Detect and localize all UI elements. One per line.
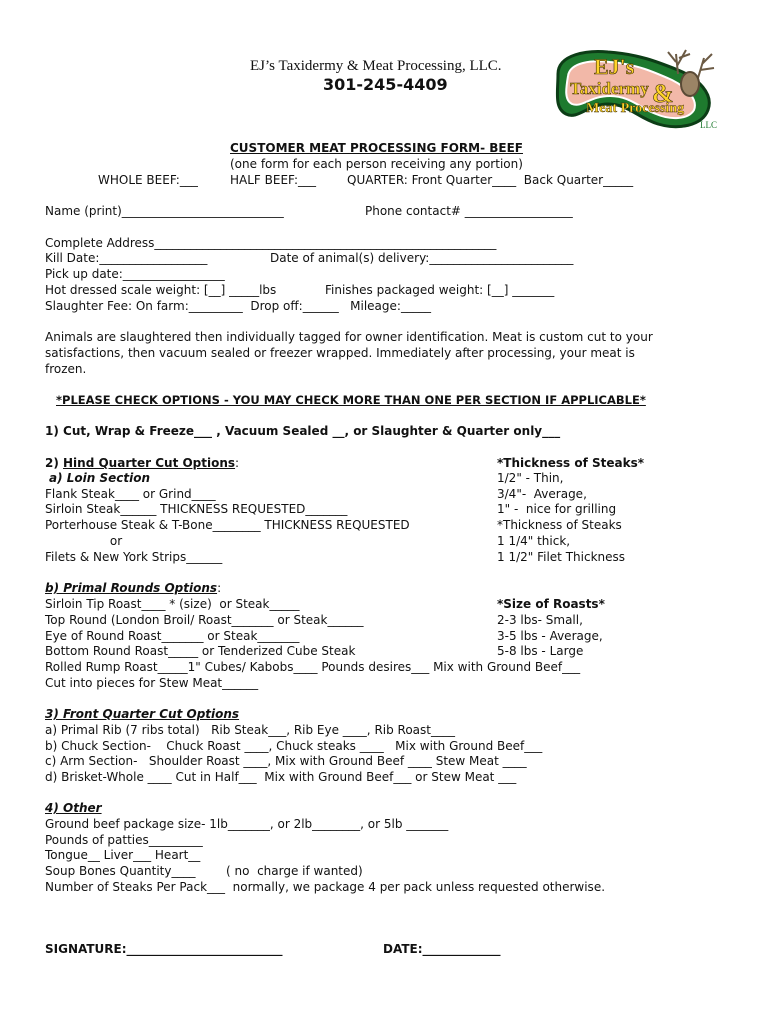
signature-field[interactable]: SIGNATURE:__________________________ xyxy=(45,942,283,956)
form-title: CUSTOMER MEAT PROCESSING FORM- BEEF xyxy=(230,141,523,155)
loin-option[interactable]: Flank Steak____ or Grind____ xyxy=(45,487,216,501)
primal-round-option[interactable]: Cut into pieces for Stew Meat______ xyxy=(45,676,259,690)
thickness-heading: *Thickness of Steaks* xyxy=(497,456,645,470)
section-2-colon: : xyxy=(235,456,240,470)
other-heading: 4) Other xyxy=(45,801,102,815)
primal-round-option[interactable]: Sirloin Tip Roast____ * (size) or Steak_____ xyxy=(45,597,300,611)
company-name: EJ’s Taxidermy & Meat Processing, LLC. xyxy=(250,58,502,74)
section-2-title: Hind Quarter Cut Options xyxy=(63,456,236,470)
finished-weight-field[interactable]: Finishes packaged weight: [__] _______ xyxy=(325,283,555,297)
front-quarter-option[interactable]: c) Arm Section- Shoulder Roast ____, Mix with Ground Beef ____ Stew Meat ____ xyxy=(45,754,527,768)
roast-size-item: 2-3 lbs- Small, xyxy=(497,613,583,627)
thickness-item: *Thickness of Steaks xyxy=(497,518,622,532)
loin-option[interactable]: Filets & New York Strips______ xyxy=(45,550,223,564)
whole-beef-field[interactable]: WHOLE BEEF:___ xyxy=(98,173,198,187)
thickness-item: 1 1/2" Filet Thickness xyxy=(497,550,626,564)
thickness-item: 1" - nice for grilling xyxy=(497,502,617,516)
name-field[interactable]: Name (print)___________________________ xyxy=(45,204,284,218)
loin-section-heading: a) Loin Section xyxy=(49,471,151,485)
other-option[interactable]: Tongue__ Liver___ Heart__ xyxy=(45,848,201,862)
roast-size-item: 3-5 lbs - Average, xyxy=(497,629,603,643)
check-options-banner: *PLEASE CHECK OPTIONS - YOU MAY CHECK MORE THAN ONE PER SECTION IF APPLICABLE* xyxy=(56,393,646,407)
section-1-options[interactable]: 1) Cut, Wrap & Freeze___ , Vacuum Sealed __, or Slaughter & Quarter only___ xyxy=(45,424,561,438)
front-quarter-option[interactable]: a) Primal Rib (7 ribs total) Rib Steak___, Rib Eye ____, Rib Roast____ xyxy=(45,723,455,737)
other-option[interactable]: Soup Bones Quantity____ ( no charge if wanted) xyxy=(45,864,363,878)
address-field[interactable]: Complete Address_________________________________________________________ xyxy=(45,236,497,250)
thickness-item: 1 1/4" thick, xyxy=(497,534,571,548)
other-option[interactable]: Number of Steaks Per Pack___ normally, we package 4 per pack unless requested otherwise. xyxy=(45,880,606,894)
delivery-date-field[interactable]: Date of animal(s) delivery:________________________ xyxy=(270,251,574,265)
half-beef-field[interactable]: HALF BEEF:___ xyxy=(230,173,317,187)
form-subtitle: (one form for each person receiving any portion) xyxy=(230,157,523,171)
hot-weight-field[interactable]: Hot dressed scale weight: [__] _____lbs xyxy=(45,283,277,297)
notice-line: satisfactions, then vacuum sealed or freezer wrapped. Immediately after processing, your meat is xyxy=(45,346,635,360)
pickup-date-field[interactable]: Pick up date:_________________ xyxy=(45,267,225,281)
primal-rounds-title: b) Primal Rounds Options xyxy=(45,581,218,595)
loin-option[interactable]: Sirloin Steak______ THICKNESS REQUESTED_______ xyxy=(45,502,348,516)
section-2-heading xyxy=(45,456,239,471)
kill-date-field[interactable]: Kill Date:__________________ xyxy=(45,251,208,265)
quarter-field[interactable]: QUARTER: Front Quarter____ Back Quarter_____ xyxy=(347,173,634,187)
section-2-number: 2) xyxy=(45,456,64,470)
logo-ampersand: & xyxy=(652,79,674,108)
primal-round-option[interactable]: Top Round (London Broil/ Roast_______ or Steak______ xyxy=(45,613,364,627)
logo-text-line3: Meat Processing xyxy=(586,101,685,116)
other-option[interactable]: Ground beef package size- 1lb_______, or 2lb________, or 5lb _______ xyxy=(45,817,449,831)
logo-text-main: EJ's xyxy=(594,54,635,79)
notice-line: frozen. xyxy=(45,362,87,376)
logo-llc: LLC xyxy=(700,120,717,130)
primal-round-option[interactable]: Rolled Rump Roast_____1" Cubes/ Kabobs____ Pounds desires___ Mix with Ground Beef___ xyxy=(45,660,581,674)
primal-round-option[interactable]: Eye of Round Roast_______ or Steak_______ xyxy=(45,629,300,643)
company-phone: 301-245-4409 xyxy=(323,75,448,94)
primal-round-option[interactable]: Bottom Round Roast_____ or Tenderized Cube Steak xyxy=(45,644,356,658)
date-field[interactable]: DATE:_____________ xyxy=(383,942,501,956)
primal-rounds-colon: : xyxy=(217,581,222,595)
front-quarter-option[interactable]: d) Brisket-Whole ____ Cut in Half___ Mix with Ground Beef___ or Stew Meat ___ xyxy=(45,770,517,784)
front-quarter-heading: 3) Front Quarter Cut Options xyxy=(45,707,240,721)
loin-option-or: or xyxy=(45,534,123,548)
primal-rounds-heading xyxy=(45,581,221,596)
front-quarter-option[interactable]: b) Chuck Section- Chuck Roast ____, Chuck steaks ____ Mix with Ground Beef___ xyxy=(45,739,543,753)
slaughter-fee-field[interactable]: Slaughter Fee: On farm:_________ Drop off:______ Mileage:_____ xyxy=(45,299,431,313)
loin-option[interactable]: Porterhouse Steak & T-Bone________ THICKNESS REQUESTED xyxy=(45,518,410,532)
notice-line: Animals are slaughtered then individually tagged for owner identification. Meat is custom cut to your xyxy=(45,330,653,344)
roast-size-heading: *Size of Roasts* xyxy=(497,597,605,611)
other-option[interactable]: Pounds of patties_________ xyxy=(45,833,203,847)
logo-text-line2: Taxidermy xyxy=(570,79,649,98)
phone-contact-field[interactable]: Phone contact# __________________ xyxy=(365,204,573,218)
roast-size-item: 5-8 lbs - Large xyxy=(497,644,584,658)
company-logo xyxy=(548,44,720,134)
thickness-item: 3/4"- Average, xyxy=(497,487,587,501)
thickness-item: 1/2" - Thin, xyxy=(497,471,564,485)
